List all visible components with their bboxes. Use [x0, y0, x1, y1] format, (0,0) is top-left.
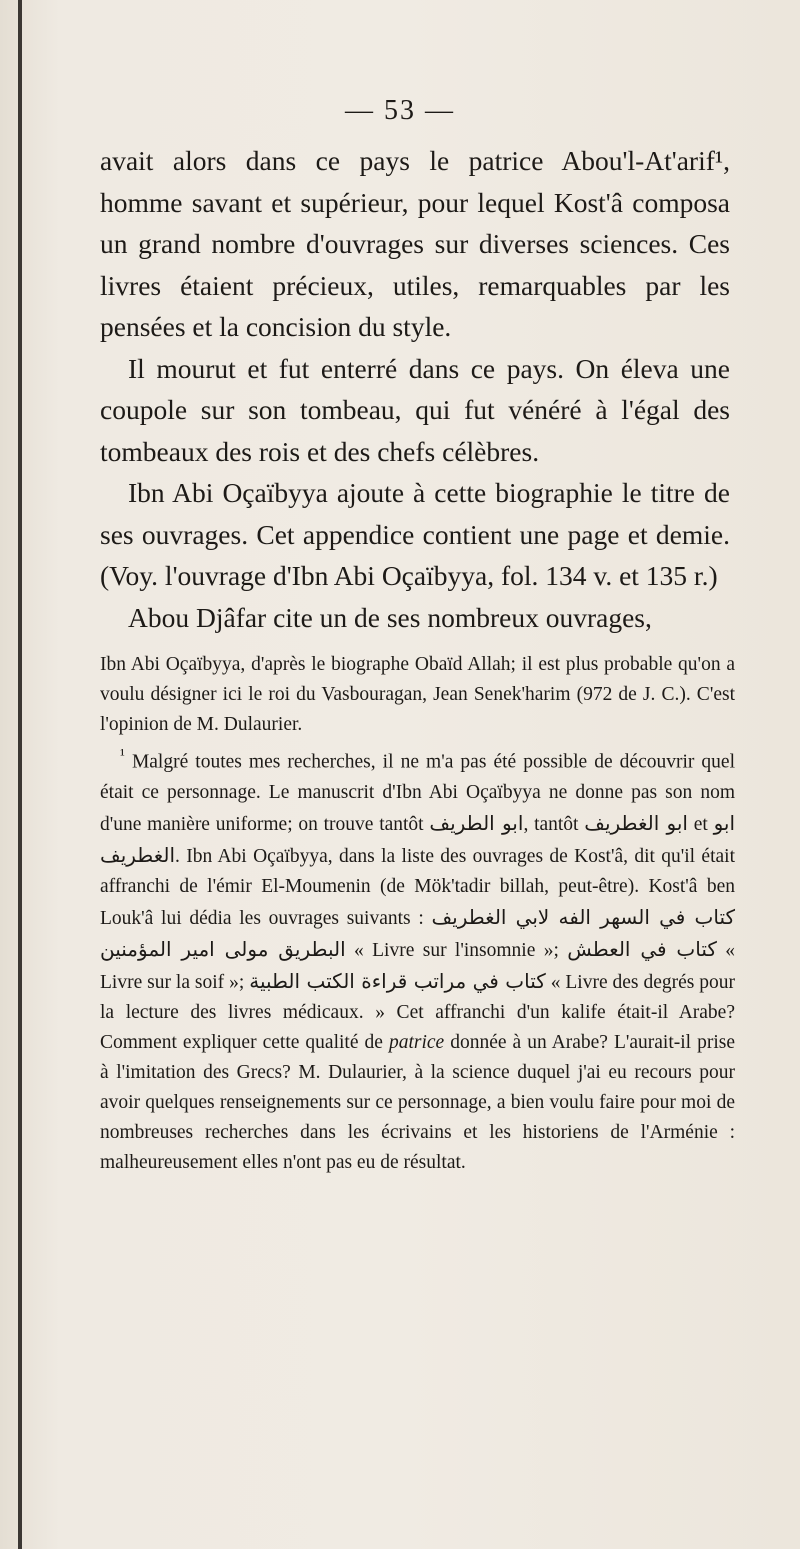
footnote-text: Malgré toutes mes recherches, il ne m'a pas été possible de découvrir quel était ce personnage. Le manuscrit d'Ibn Abi Oçaïbyya ne donne pas son nom d'une manière uniforme; on trouve tantôt [100, 751, 736, 835]
paragraph: Ibn Abi Oçaïbyya ajoute à cette biographie le titre de ses ouvrages. Cet appendice contient une page et demie. (Voy. l'ouvrage d'Ibn Abi Oçaïbyya, fol. 134 v. et 135 r.) [100, 477, 730, 591]
paragraph: avait alors dans ce pays le patrice Abou'l-At'arif¹, homme savant et supérieur, pour lequel Kost'â composa un grand nombre d'ouvrages sur diverses sciences. Ces livres étaient précieux, utiles, remarquables par les pensées et la concision du style. [100, 145, 730, 342]
footnote-continuation: Ibn Abi Oçaïbyya, d'après le biographe Obaïd Allah; il est plus probable qu'on a voulu désigner ici le roi du Vasbouragan, Jean Senek'harim (972 de J. C.). C'est l'opinion de M. Dulaurier. [100, 654, 735, 735]
footnotes [100, 650, 735, 1178]
page-number: — 53 — [345, 95, 455, 126]
footnote-text: donnée à un Arabe? L'aurait-il prise à l'imitation des Grecs? M. Dulaurier, à la science duquel j'ai eu recours pour avoir quelques renseignements sur ce personnage, a bien voulu faire pour moi de nombreuses recherches dans les écrivains et les historiens de l'Arménie : malheureusement elles n'ont pas eu de résultat. [100, 1031, 736, 1173]
footnote-marker: ¹ [120, 746, 125, 764]
footnote-text: , tantôt [523, 813, 579, 835]
footnote-text: « Livre sur l'insomnie »; [354, 939, 559, 961]
footnote-text: . Ibn Abi Oçaïbyya, dans la liste des ouvrages de Kost'â, dit qu'il était affranchi de l'émir El-Moumenin (de Mök'tadir billah, peut-être). Kost'â ben Louk'â lui dédia les ouvrages suivants : [100, 845, 735, 929]
arabic-text: كتاب في السهر الفه لابي الغطريف البطريق مولى امير المؤمنين [100, 904, 735, 961]
binding-edge [18, 0, 22, 1549]
arabic-text: ابو الغطريف [584, 810, 688, 835]
arabic-text: ابو الطريف [429, 810, 524, 835]
paragraph: Il mourut et fut enterré dans ce pays. On éleva une coupole sur son tombeau, qui fut vénéré à l'égal des tombeaux des rois et des chefs célèbres. [100, 352, 730, 467]
footnote-text: « Livre sur la soif »; [100, 939, 736, 993]
arabic-text: كتاب في مراتب قراءة الكتب الطبية [249, 968, 546, 993]
arabic-text: كتاب في العطش [567, 936, 717, 961]
main-text [100, 140, 730, 638]
footnote-1 [100, 740, 735, 1178]
footnote-text: et [693, 813, 708, 835]
footnote-text: « Livre des degrés pour la lecture des livres médicaux. » Cet affranchi d'un kalife était-il Arabe? Comment expliquer cette qualité de [100, 971, 736, 1053]
paragraph: Abou Djâfar cite un de ses nombreux ouvrages, [128, 601, 652, 633]
arabic-text: ابو الغطريف [100, 810, 736, 867]
italic-word: patrice [388, 1031, 445, 1053]
